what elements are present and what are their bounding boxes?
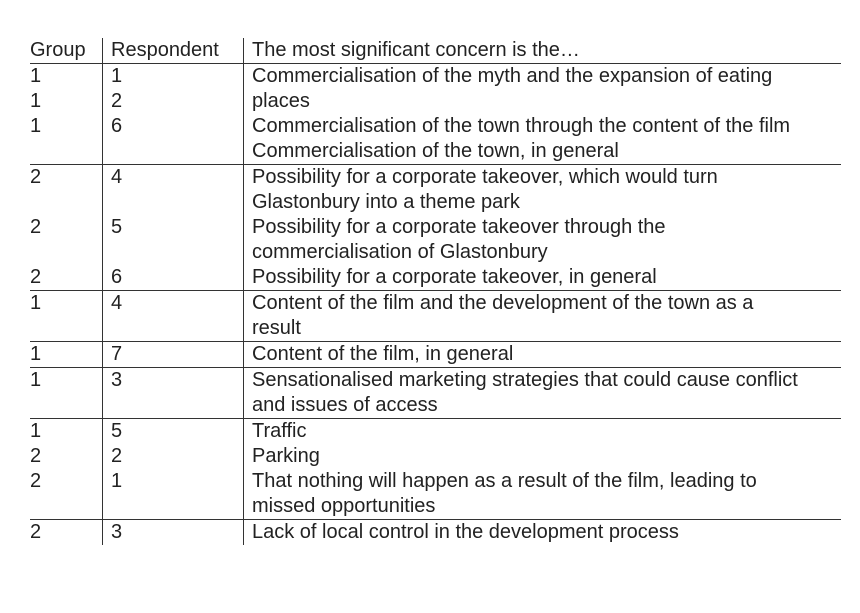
cell-group: 1	[30, 419, 103, 445]
table-row	[30, 342, 841, 368]
concern-line: missed opportunities	[252, 495, 436, 517]
concerns-table	[30, 38, 841, 545]
cell-respondent: 5	[103, 419, 244, 445]
cell-respondent: 1	[103, 64, 244, 90]
cell-group: 2	[30, 520, 103, 546]
cell-group: 2	[30, 266, 42, 288]
concern-line: Content of the film, in general	[252, 343, 514, 365]
table-row	[30, 165, 841, 216]
concern-line: Possibility for a corporate takeover, in general	[252, 266, 657, 288]
cell-respondent: 6	[103, 265, 244, 291]
cell-respondent: 2	[103, 444, 244, 469]
concern-line: Possibility for a corporate takeover, which would turn	[252, 166, 718, 188]
cell-group: 1	[30, 291, 103, 342]
cell-concern	[244, 342, 842, 368]
concern-line: Glastonbury into a theme park	[252, 191, 520, 213]
table-row	[30, 291, 841, 342]
cell-concern	[244, 165, 842, 216]
table-row	[30, 520, 841, 546]
cell-group: 1	[30, 342, 103, 368]
concern-line: places	[252, 90, 310, 112]
table-row	[30, 114, 841, 165]
concern-line: result	[252, 317, 301, 339]
header-respondent: Respondent	[103, 38, 244, 64]
cell-concern	[244, 419, 842, 445]
cell-respondent: 4	[103, 291, 244, 342]
cell-concern	[244, 469, 842, 520]
cell-group: 1	[30, 90, 42, 112]
concern-line: Lack of local control in the development process	[252, 521, 679, 543]
cell-respondent: 7	[103, 342, 244, 368]
cell-respondent: 3	[103, 368, 244, 419]
cell-respondent: 6	[103, 114, 244, 165]
cell-concern	[244, 89, 842, 114]
cell-group: 1	[30, 65, 42, 87]
cell-respondent: 5	[103, 215, 244, 265]
concern-line: commercialisation of Glastonbury	[252, 241, 548, 263]
concern-line: Commercialisation of the town through the content of the film	[252, 115, 791, 137]
concern-line: Content of the film and the development of the town as a	[252, 292, 754, 314]
concern-line: Commercialisation of the myth and the expansion of eating	[252, 65, 773, 87]
cell-respondent: 4	[103, 165, 244, 216]
cell-respondent: 2	[103, 89, 244, 114]
table-row	[30, 215, 841, 265]
cell-concern	[244, 265, 842, 291]
concern-line: Parking	[252, 445, 320, 467]
cell-group: 1	[30, 368, 103, 419]
table-body	[30, 64, 841, 546]
table-row	[30, 265, 841, 291]
cell-group: 2	[30, 216, 42, 238]
header-group: Group	[30, 39, 86, 61]
cell-concern	[244, 114, 842, 165]
table-row	[30, 64, 841, 90]
concern-line: Sensationalised marketing strategies that could cause conflict	[252, 369, 798, 391]
table-row	[30, 419, 841, 445]
cell-group: 2	[30, 470, 42, 492]
cell-concern	[244, 444, 842, 469]
table-row	[30, 469, 841, 520]
cell-group: 2	[30, 445, 42, 467]
table-row	[30, 444, 841, 469]
cell-concern	[244, 215, 842, 265]
cell-respondent: 1	[103, 469, 244, 520]
concern-line: Traffic	[252, 420, 307, 442]
cell-concern	[244, 520, 842, 546]
table-row	[30, 368, 841, 419]
table-header-row	[30, 38, 841, 64]
cell-concern	[244, 291, 842, 342]
concern-line: Commercialisation of the town, in general	[252, 140, 619, 162]
concern-line: That nothing will happen as a result of the film, leading to	[252, 470, 757, 492]
cell-group: 1	[30, 115, 42, 137]
cell-group: 2	[30, 165, 103, 216]
concern-line: and issues of access	[252, 394, 438, 416]
cell-respondent: 3	[103, 520, 244, 546]
table-row	[30, 89, 841, 114]
header-concern: The most significant concern is the…	[244, 38, 842, 64]
concern-line: Possibility for a corporate takeover through the	[252, 216, 666, 238]
cell-concern	[244, 64, 842, 90]
cell-concern	[244, 368, 842, 419]
